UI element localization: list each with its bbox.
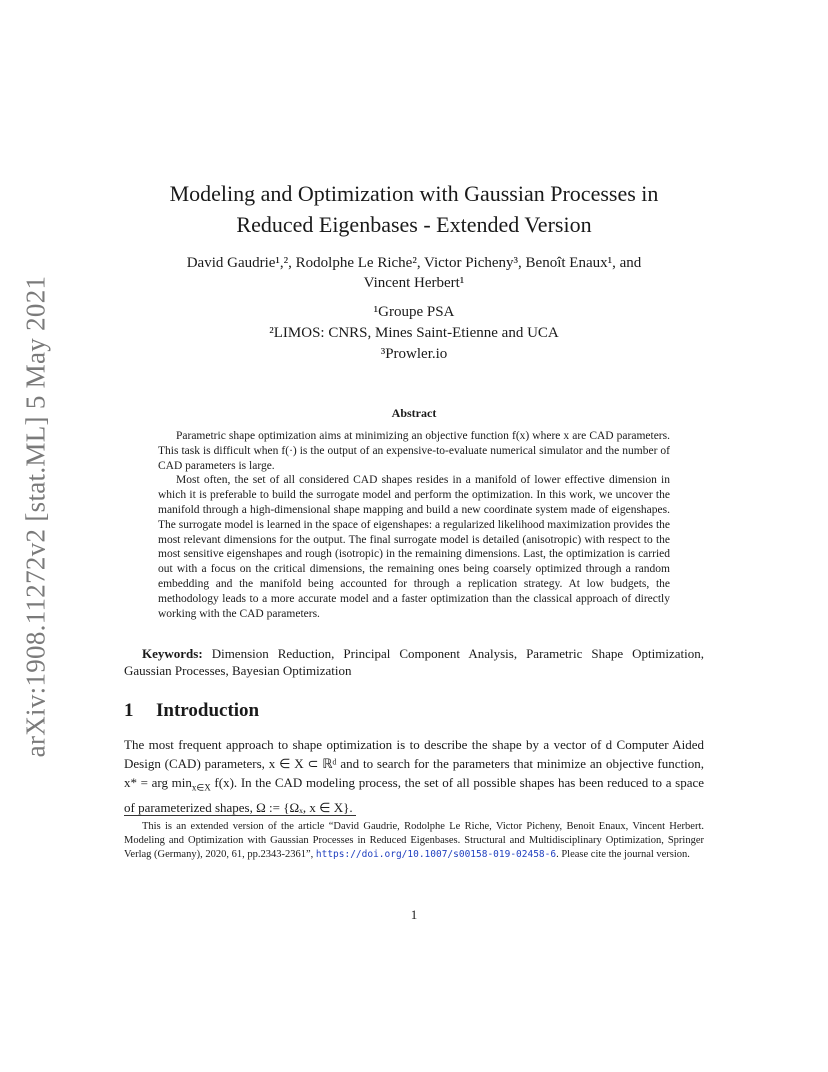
arxiv-identifier-sidebar xyxy=(14,256,58,776)
abstract-heading: Abstract xyxy=(391,406,437,420)
affiliation-2: ²LIMOS: CNRS, Mines Saint-Etienne and UCA xyxy=(269,325,559,341)
intro-text-2: f(x). In the CAD modeling process, the set of all possible shapes has been reduced to a space of parameterized shapes, Ω := {Ωₓ, x ∈ X}. xyxy=(124,775,705,815)
abstract-paragraph-1: Parametric shape optimization aims at minimizing an objective function f(x) where x are CAD parameters. This task is difficult when f(·) is the output of an expensive-to-evaluate numerical simulator and the number of CAD parameters is large. xyxy=(158,430,670,472)
keywords-block xyxy=(124,645,704,679)
author-list xyxy=(120,253,708,293)
title-line-1: Modeling and Optimization with Gaussian Processes in xyxy=(169,181,659,206)
authors-line-1: David Gaudrie¹,², Rodolphe Le Riche², Victor Picheny³, Benoît Enaux¹, and xyxy=(186,255,642,271)
footnote-tail: . Please cite the journal version. xyxy=(556,848,690,860)
section-heading xyxy=(124,700,259,722)
introduction-paragraph xyxy=(124,735,704,817)
argmin-subscript: x∈X xyxy=(191,782,211,793)
keywords-label: Keywords: xyxy=(142,646,203,661)
keywords-text: Dimension Reduction, Principal Component Analysis, Parametric Shape Optimization, Gaussian Processes, Bayesian Optimization xyxy=(124,646,705,678)
authors-line-2: Vincent Herbert¹ xyxy=(363,275,465,291)
intro-text-1: The most frequent approach to shape optimization is to describe the shape by a vector of d Computer Aided Design (CAD) parameters, x ∈ X ⊂ ℝᵈ and to search for the parameters that minimize an objective function, x* = arg min xyxy=(124,737,704,790)
section-title: Introduction xyxy=(156,700,260,721)
arxiv-identifier: arXiv:1908.11272v2 [stat.ML] 5 May 2021 xyxy=(20,275,51,757)
abstract-paragraph-2: Most often, the set of all considered CAD shapes resides in a manifold of lower effective dimension in which it is preferable to build the surrogate model and perform the optimization. In this work, we uncover the manifold through a high-dimensional shape mapping and build a new coordinate system made of eigenshapes. The surrogate model is learned in the space of eigenshapes: a regularized likelihood maximization provides the most relevant dimensions for the output. The final surrogate model is detailed (anisotropic) with respect to the most sensitive eigenshapes and rough (isotropic) in the remaining dimensions. Last, the optimization is carried out with a focus on the critical dimensions, the remaining ones being coarsely optimized through a random embedding and the manifold being accounted for through a replication strategy. At low budgets, the methodology leads to a more accurate model and a faster optimization than the classical approach of directly working with the CAD parameters. xyxy=(158,474,670,620)
affiliation-3: ³Prowler.io xyxy=(380,346,448,362)
doi-link[interactable]: https://doi.org/10.1007/s00158-019-02458-6 xyxy=(315,848,557,860)
footnote-rule xyxy=(124,815,356,816)
abstract-body xyxy=(158,429,670,621)
paper-title xyxy=(120,178,708,240)
footnote-text: This is an extended version of the article “David Gaudrie, Rodolphe Le Riche, Victor Picheny, Benoit Enaux, Vincent Herbert. Modeling and Optimization with Gaussian Processes in Reduced Eigenbases. Structural and Multidisciplinary Optimization, Springer Verlag (Germany), 2020, 61, pp.2343-2361”, xyxy=(124,821,704,860)
affiliation-1: ¹Groupe PSA xyxy=(373,304,455,320)
page-number: 1 xyxy=(410,907,418,922)
footnote xyxy=(124,820,704,861)
title-line-2: Reduced Eigenbases - Extended Version xyxy=(236,212,592,237)
affiliations xyxy=(120,302,708,365)
section-number: 1 xyxy=(124,700,134,721)
